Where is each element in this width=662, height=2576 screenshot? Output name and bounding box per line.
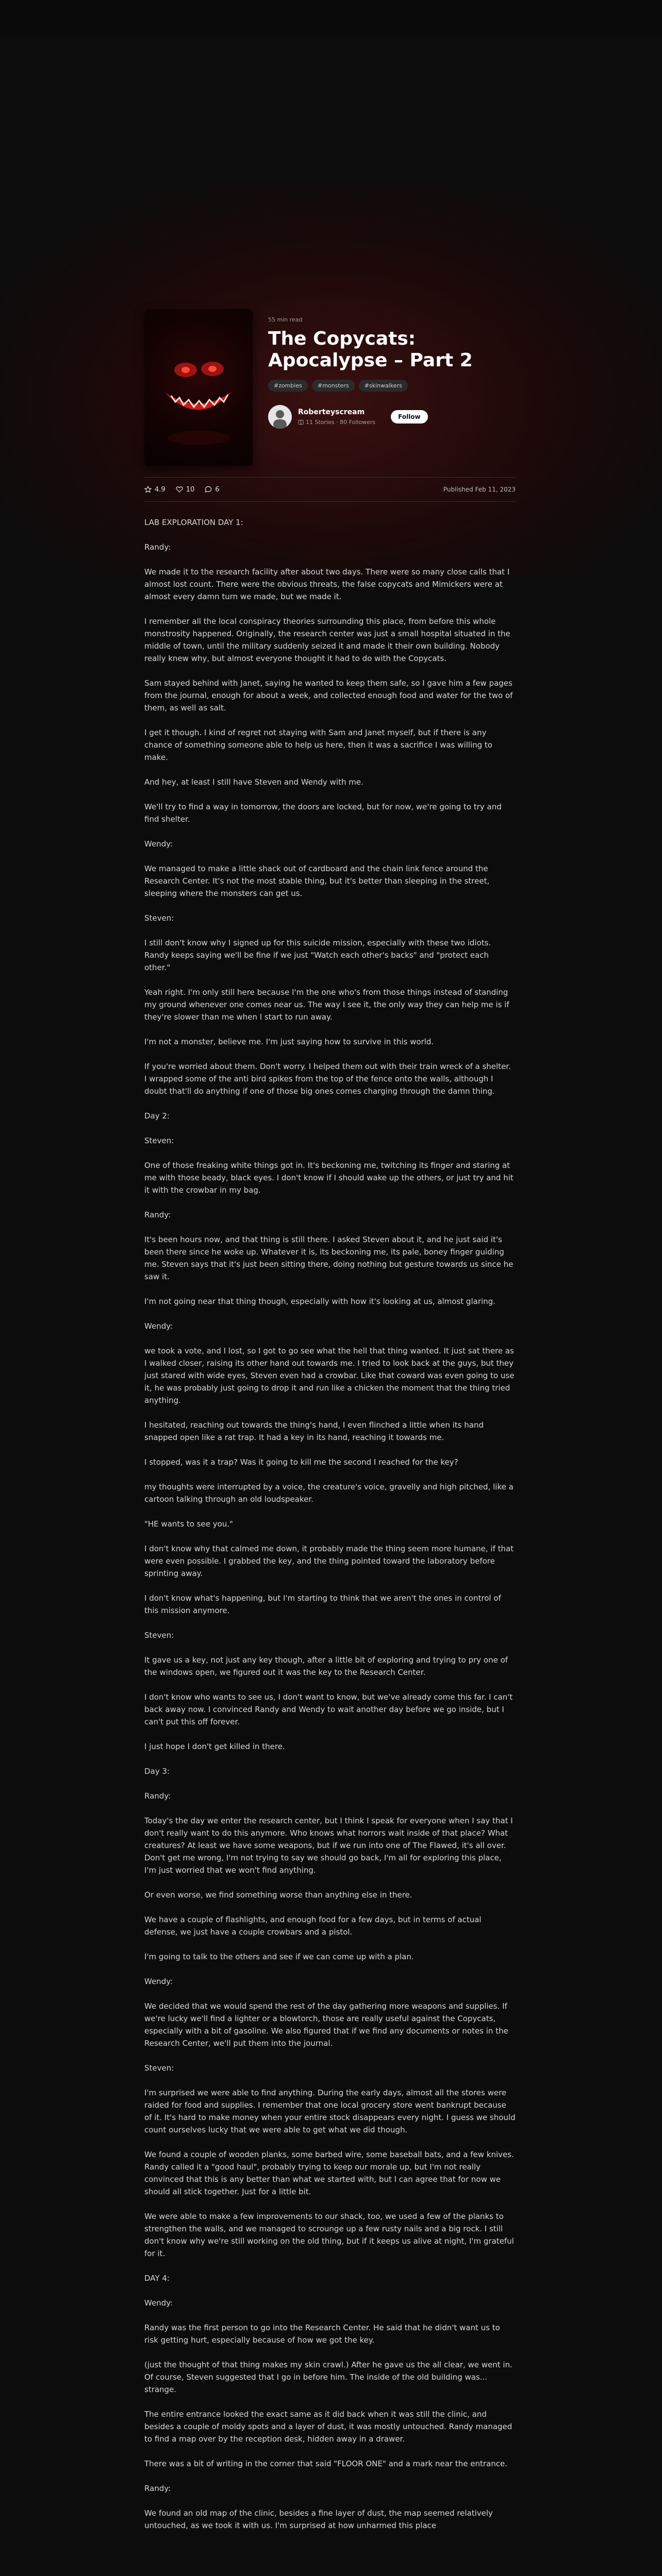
story-paragraph: LAB EXPLORATION DAY 1: [144, 518, 243, 527]
story-cover-image [144, 309, 253, 466]
story-paragraph: Randy: [144, 543, 171, 552]
likes-count: 10 [186, 485, 195, 494]
story-paragraph: And hey, at least I still have Steven and Wendy with me. [144, 777, 363, 787]
story-paragraph: We decided that we would spend the rest of the day gathering more weapons and supplies. If we're lucky we'll find a lighter or a blowtorch, those are really useful against the Copycats, especially with a bit of gasoline. We also figured that if we find any documents or notes in the Research Center, we'll put them into the journal. [144, 2002, 508, 2048]
story-content [144, 516, 516, 2532]
story-paragraph: The entire entrance looked the exact same as it did back when it was still the clinic, and besides a couple of moldy spots and a layer of dust, it was mostly untouched. Randy managed to find a map over by the reception desk, hidden away in a drawer. [144, 2410, 512, 2444]
story-paragraph: We managed to make a little shack out of cardboard and the chain link fence around the Research Center. It's not the most stable thing, but it's better than sleeping in the street, sleeping where the monsters can get us. [144, 864, 490, 898]
story-title: The Copycats: Apocalypse – Part 2 [268, 328, 473, 371]
story-paragraph: We found a couple of wooden planks, some barbed wire, some baseball bats, and a few knives. Randy called it a "good haul", probably trying to keep our morale up, but I'm not really convinced that this is any better than what we started with, but I can agree that for now we should all stick together. Just for a little bit. [144, 2150, 514, 2196]
story-paragraph: I still don't know why I signed up for this suicide mission, especially with these two idiots. Randy keeps saying we'll be fine if we just "Watch each other's backs" and "protect each other." [144, 938, 491, 972]
story-paragraph: I'm not a monster, believe me. I'm just saying how to survive in this world. [144, 1037, 434, 1046]
story-paragraph: "HE wants to see you." [144, 1519, 233, 1529]
avatar[interactable] [268, 405, 292, 429]
story-paragraph: Day 3: [144, 1767, 170, 1776]
story-container [144, 309, 516, 2544]
story-paragraph: Randy: [144, 1791, 171, 1801]
story-paragraph: I remember all the local conspiracy theories surrounding this place, from before this whole monstrosity happened. Originally, the research center was just a small hospital situated in the middle of town, until the military suddenly seized it and made it their own building. Nobody really knew why, but almost everyone thought it had to do with the Copycats. [144, 617, 510, 663]
story-paragraph: I don't know who wants to see us, I don't want to know, but we've already come this far. I can't back away now. I convinced Randy and Wendy to wait another day before we go inside, but I can't put this off forever. [144, 1692, 513, 1726]
top-bar [0, 0, 662, 33]
story-paragraph: I'm surprised we were able to find anything. During the early days, almost all the stores were raided for food and supplies. I remember that one local grocery store went bankrupt because of it. It's hard to make money when your entire stock disappears every night. I guess we should count ourselves lucky that we were able to get what we did though. [144, 2088, 516, 2134]
tag-monsters[interactable]: #monsters [312, 380, 355, 392]
story-paragraph: There was a bit of writing in the corner that said "FLOOR ONE" and a mark near the entrance. [144, 2459, 507, 2468]
star-icon [144, 486, 152, 493]
rating-stat[interactable] [144, 486, 166, 494]
story-paragraph: If you're worried about them. Don't worry. I helped them out with their train wreck of a shelter. I wrapped some of the anti bird spikes from the top of the fence onto the walls, although I doubt that'll do anything if one of those big ones comes charging through the damn thing. [144, 1062, 511, 1096]
tag-list [268, 380, 516, 392]
story-paragraph: DAY 4: [144, 2274, 170, 2283]
story-paragraph: Wendy: [144, 1321, 173, 1331]
comment-icon [205, 486, 212, 493]
rating-value: 4.9 [155, 485, 166, 494]
story-paragraph: Day 2: [144, 1111, 170, 1121]
story-paragraph: We made it to the research facility after about two days. There were so many close calls that I almost lost count. There were the obvious threats, the false copycats and Mimickers were at almost every damn turn we made, but we made it. [144, 567, 510, 601]
book-icon [298, 419, 304, 425]
read-time: 55 min read [268, 316, 303, 323]
story-paragraph: Or even worse, we find something worse than anything else in there. [144, 1890, 412, 1900]
story-paragraph: Wendy: [144, 2298, 173, 2308]
story-header [144, 309, 516, 466]
story-paragraph: Today's the day we enter the research center, but I think I speak for everyone when I say that I don't really want to do this anymore. Who knows what horrors wait inside of that place? What creatures? At least we have some weapons, but if we run into one of The Flawed, it's all over. Don't get me wrong, I'm not trying to say we should go back, I'm all for exploring this place, I'm just worried that we won't find anything. [144, 1816, 513, 1875]
story-paragraph: We have a couple of flashlights, and enough food for a few days, but in terms of actual defense, we just have a couple crowbars and a pistol. [144, 1915, 482, 1937]
story-paragraph: I'm not going near that thing though, especially with how it's looking at us, almost glaring. [144, 1297, 495, 1306]
story-paragraph: I hesitated, reaching out towards the thing's hand, I even flinched a little when its hand snapped open like a rat trap. It had a key in its hand, reaching it towards me. [144, 1420, 484, 1442]
story-paragraph: Yeah right. I'm only still here because I'm the one who's from those things instead of standing my ground whenever one comes near us. The way I see it, the only way they can help me is if they're slower than me when I start to run away. [144, 988, 509, 1022]
story-paragraph: One of those freaking white things got in. It's beckoning me, twitching its finger and staring at me with those beady, black eyes. I don't know if I should wake up the others, or just try and hit it with the crowbar in my bag. [144, 1161, 514, 1195]
story-paragraph: We found an old map of the clinic, besides a fine layer of dust, the map seemed relatively untouched, as we took it with us. I'm surprised at how unharmed this place [144, 2509, 493, 2530]
story-paragraph: Randy: [144, 2484, 171, 2493]
story-paragraph: We were able to make a few improvements to our shack, too, we used a few of the planks to strengthen the walls, and we managed to scrounge up a few rusty nails and a big rock. I still don't know why we're still working on the old thing, but if it keeps us alive at night, I'm grateful for it. [144, 2212, 514, 2258]
story-paragraph: It's been hours now, and that thing is still there. I asked Steven about it, and he just said it's been there since he woke up. Whatever it is, its beckoning me, its pale, boney finger guiding me. Steven says that it's just been sitting there, doing nothing but gesture towards us since he saw it. [144, 1235, 514, 1281]
author-block [268, 405, 516, 429]
story-paragraph: we took a vote, and I lost, so I got to go see what the hell that thing wanted. It just sat there as I walked closer, raising its other hand out towards me. I tried to look back at the guys, but they just stared with wide eyes, Steven even had a crowbar. Like that coward was even going to use it, he was probably just going to drop it and run like a chicken the moment that the thing tried anything. [144, 1346, 515, 1405]
story-meta [268, 309, 516, 466]
story-paragraph: Steven: [144, 1631, 174, 1640]
likes-stat[interactable] [176, 486, 195, 494]
story-paragraph: I don't know why that calmed me down, it probably made the thing seem more humane, if that were even possible. I grabbed the key, and the thing pointed toward the laboratory before sprinting away. [144, 1544, 514, 1578]
story-paragraph: I stopped, was it a trap? Was it going to kill me the second I reached for the key? [144, 1458, 458, 1467]
engagement-stats [144, 486, 220, 494]
story-paragraph: Randy was the first person to go into the Research Center. He said that he didn't want us to risk getting hurt, especially because of how we got the key. [144, 2323, 500, 2345]
story-paragraph: Steven: [144, 2063, 174, 2073]
story-stats-bar [144, 477, 516, 502]
follow-button[interactable]: Follow [391, 410, 428, 423]
story-paragraph: Wendy: [144, 1977, 173, 1986]
author-info [298, 408, 375, 426]
story-paragraph: Wendy: [144, 839, 173, 849]
story-paragraph: I get it though. I kind of regret not staying with Sam and Janet myself, but if there is any chance of something someone able to help us here, then it was a sacrifice I was willing to make. [144, 728, 492, 762]
published-date: Published Feb 11, 2023 [443, 486, 516, 493]
creepy-face-illustration [144, 309, 253, 466]
tag-skinwalkers[interactable]: #skinwalkers [359, 380, 408, 392]
story-paragraph: (just the thought of that thing makes my skin crawl.) After he gave us the all clear, we went in. Of course, Steven suggested that I go in before him. The inside of the old building was... strange. [144, 2360, 512, 2394]
heart-icon [176, 486, 183, 493]
story-paragraph: Randy: [144, 1210, 171, 1219]
comments-stat[interactable] [205, 486, 219, 494]
author-stats [298, 419, 375, 426]
story-paragraph: It gave us a key, not just any key though, after a little bit of exploring and trying to pry one of the windows open, we figured out it was the key to the Research Center. [144, 1655, 508, 1677]
author-stats-text: 11 Stories · 80 Followers [306, 419, 376, 426]
story-paragraph: my thoughts were interrupted by a voice, the creature's voice, gravelly and high pitched, like a cartoon talking through an old loudspeaker. [144, 1482, 514, 1504]
story-paragraph: Sam stayed behind with Janet, saying he wanted to keep them safe, so I gave him a few pages from the journal, enough for about a week, and collected enough food and water for the two of them, as well as salt. [144, 679, 513, 713]
story-paragraph: I don't know what's happening, but I'm starting to think that we aren't the ones in control of this mission anymore. [144, 1594, 501, 1615]
comments-count: 6 [215, 485, 220, 494]
tag-zombies[interactable]: #zombies [268, 380, 308, 392]
story-paragraph: Steven: [144, 1136, 174, 1145]
author-name[interactable]: Roberteyscream [298, 408, 365, 416]
story-paragraph: Steven: [144, 913, 174, 923]
story-paragraph: I'm going to talk to the others and see if we can come up with a plan. [144, 1952, 414, 1961]
story-paragraph: I just hope I don't get killed in there. [144, 1742, 285, 1751]
story-paragraph: We'll try to find a way in tomorrow, the doors are locked, but for now, we're going to try and find shelter. [144, 802, 502, 824]
